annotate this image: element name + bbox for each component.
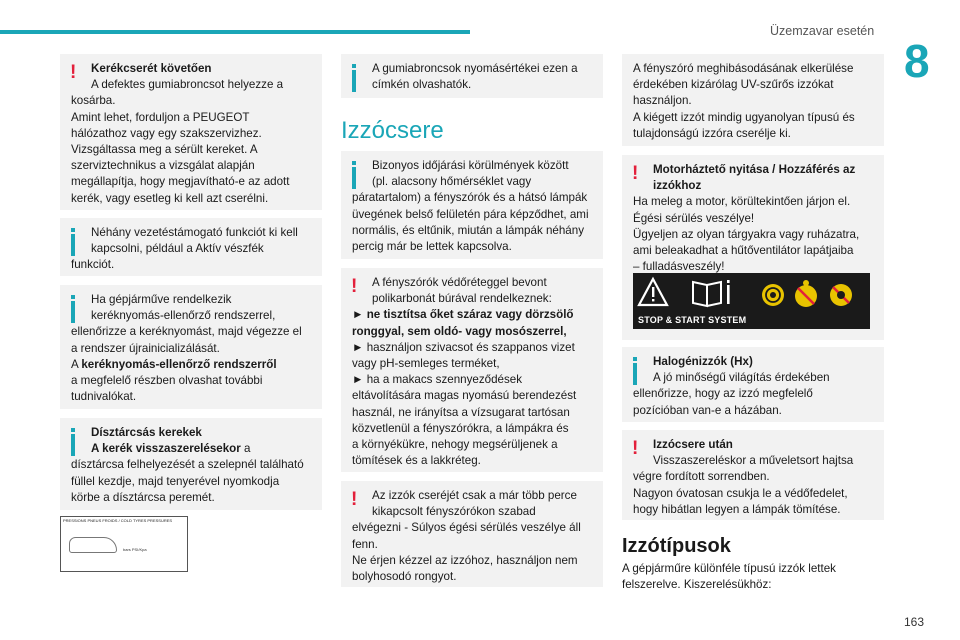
heading-bulb-types: Izzótípusok: [622, 535, 731, 557]
stop-start-warning-label-image: [633, 273, 870, 329]
box-line: Visszaszereléskor a műveletsort hajtsa: [653, 454, 854, 468]
box-title: Motorháztető nyitása / Hozzáférés az izzókhoz: [653, 163, 856, 193]
warning-box-polycarbonate: [341, 268, 603, 472]
info-box-halogen: [622, 347, 884, 422]
header-accent-bar: [0, 30, 470, 34]
box-title: Kerékcserét követően: [91, 62, 212, 75]
box-text: kosárba. Amint lehet, forduljon a PEUGEOT hálózathoz vagy egy szakszervizhez. Vizsgáltassa meg a sérült kereket. A szerviztechnikus a vizsgálat alapján megállapítja, hogy megjavítható-e az adott kerék, vagy esetleg ki kell azt cserélni.: [71, 94, 290, 205]
info-icon: [70, 428, 76, 458]
section-title: Üzemzavar esetén: [770, 24, 875, 38]
box-line: kikapcsolt fényszórókon szabad: [372, 505, 536, 519]
info-box-driver-assist: [60, 218, 322, 276]
box-line: polikarbonát búrával rendelkeznek:: [372, 292, 552, 306]
box-title: Izzócsere után: [653, 438, 733, 451]
tyre-label-header: PRESSIONS PNEUS FROIDS / COLD TYRES PRESSURES: [63, 518, 173, 523]
box-text: a megfelelő részben olvashat további tudnivalókat.: [71, 374, 263, 404]
car-outline-icon: [69, 537, 117, 553]
box-line: keréknyomás-ellenőrző rendszerrel,: [91, 309, 276, 323]
tyre-label-values: bars PSI/Kpa: [123, 547, 147, 552]
box-title: Dísztárcsás kerekek: [91, 426, 202, 439]
warning-pictograms-icon: [633, 273, 870, 315]
heading-bulb-replacement: Izzócsere: [341, 117, 444, 144]
warning-box-wheel-change: [60, 54, 322, 210]
box-line: címkén olvashatók.: [372, 78, 472, 92]
bulb-types-intro: A gépjárműre különféle típusú izzók lettek felszerelve. Kiszerelésükhöz:: [622, 562, 836, 592]
info-icon: [632, 357, 638, 387]
warning-box-after-change: [622, 430, 884, 520]
box-text: végre fordított sorrendben. Nagyon óvatosan csukja le a védőfedelet, hogy hibátlan legyen a lámpák tömítése.: [633, 470, 848, 516]
box-line: A gumiabroncsok nyomásértékei ezen a: [372, 62, 578, 75]
info-box-condensation: [341, 151, 603, 259]
info-icon: [70, 295, 76, 325]
warning-icon: !: [70, 62, 77, 83]
box-text: ► használjon szivacsot és szappanos vizet vagy pH-semleges terméket, ► ha a makacs szennyeződések eltávolítására magas nyomású berendezést használ, ne irányítsa a vízsugarat tartósan közvetlenül a fényszórókra, a lámpákra és a környékükre, nehogy megsérüljenek a tömítések és a lakkréteg.: [352, 340, 577, 468]
chapter-number: 8: [904, 35, 930, 87]
box-text: Ha meleg a motor, körültekintően járjon el. Égési sérülés veszélye! Ügyeljen az olyan tárgyakra vagy ruházatra, ami beleakadhat a hűtőventilátor lapátjaiba – fulladásveszély!: [633, 195, 860, 274]
warning-icon: !: [632, 438, 639, 459]
page-number: 163: [903, 615, 924, 629]
box-text: ► ne tisztítsa őket száraz vagy dörzsölő ronggyal, sem oldó- vagy mosószerrel,: [352, 308, 574, 338]
stop-start-caption: STOP & START SYSTEM: [638, 315, 747, 325]
warning-icon: !: [351, 489, 358, 510]
box-line: Az izzók cseréjét csak a már több perce: [372, 489, 577, 502]
info-box-pressure-label: [341, 54, 603, 98]
warning-icon: !: [632, 163, 639, 184]
box-line: Ha gépjárműve rendelkezik: [91, 293, 232, 306]
box-text: A fényszóró meghibásodásának elkerülése érdekében kizárólag UV-szűrős izzókat használjon. A kiégett izzót mindig ugyanolyan típusú és tulajdonságú izzóra cserélje ki.: [633, 62, 855, 140]
box-line: (pl. alacsony hőmérséklet vagy: [372, 175, 532, 189]
box-line: Néhány vezetéstámogató funkciót ki kell: [91, 226, 298, 239]
box-text: dísztárcsa felhelyezését a szelepnél található füllel kezdje, majd tenyerével nyomkodja körbe a dísztárcsa peremét.: [71, 458, 304, 504]
info-icon: [351, 64, 357, 94]
info-box-tpms: [60, 285, 322, 409]
box-text: ellenőrizze, hogy az izzó megfelelő pozícióban van-e a házában.: [633, 387, 813, 417]
info-icon: [351, 161, 357, 191]
warning-icon: !: [351, 276, 358, 297]
box-line: kapcsolni, például a Aktív vészfék: [91, 242, 264, 256]
warning-box-burns: [341, 481, 603, 587]
box-text: páratartalom) a fényszórók és a hátsó lámpák üvegének belső felületén pára képződhet, ami normális, és eltűnik, miután a lámpák néhány percig már be lettek kapcsolva.: [352, 191, 589, 254]
text-box-uv-bulbs: [622, 54, 884, 146]
info-icon: [70, 228, 76, 258]
box-line: Bizonyos időjárási körülmények között: [372, 159, 569, 172]
box-text: funkciót.: [71, 258, 115, 272]
box-line: A keréknyomás-ellenőrző rendszerről: [71, 357, 277, 371]
box-line: A defektes gumiabroncsot helyezze a: [91, 78, 284, 92]
tyre-pressure-label-image: [60, 516, 188, 572]
info-box-hubcaps: [60, 418, 322, 510]
box-text: elvégezni - Súlyos égési sérülés veszélye áll fenn. Ne érjen kézzel az izzóhoz, használjon nem bolyhosodó rongyot.: [352, 521, 581, 584]
box-line: A jó minőségű világítás érdekében: [653, 371, 830, 385]
box-title: Halogénizzók (Hx): [653, 355, 753, 368]
box-line: A kerék visszaszerelésekor a: [91, 442, 251, 456]
box-line: A fényszórók védőréteggel bevont: [372, 276, 547, 289]
box-text: ellenőrizze a keréknyomást, majd végezze el a rendszer újrainicializálását.: [71, 325, 302, 355]
